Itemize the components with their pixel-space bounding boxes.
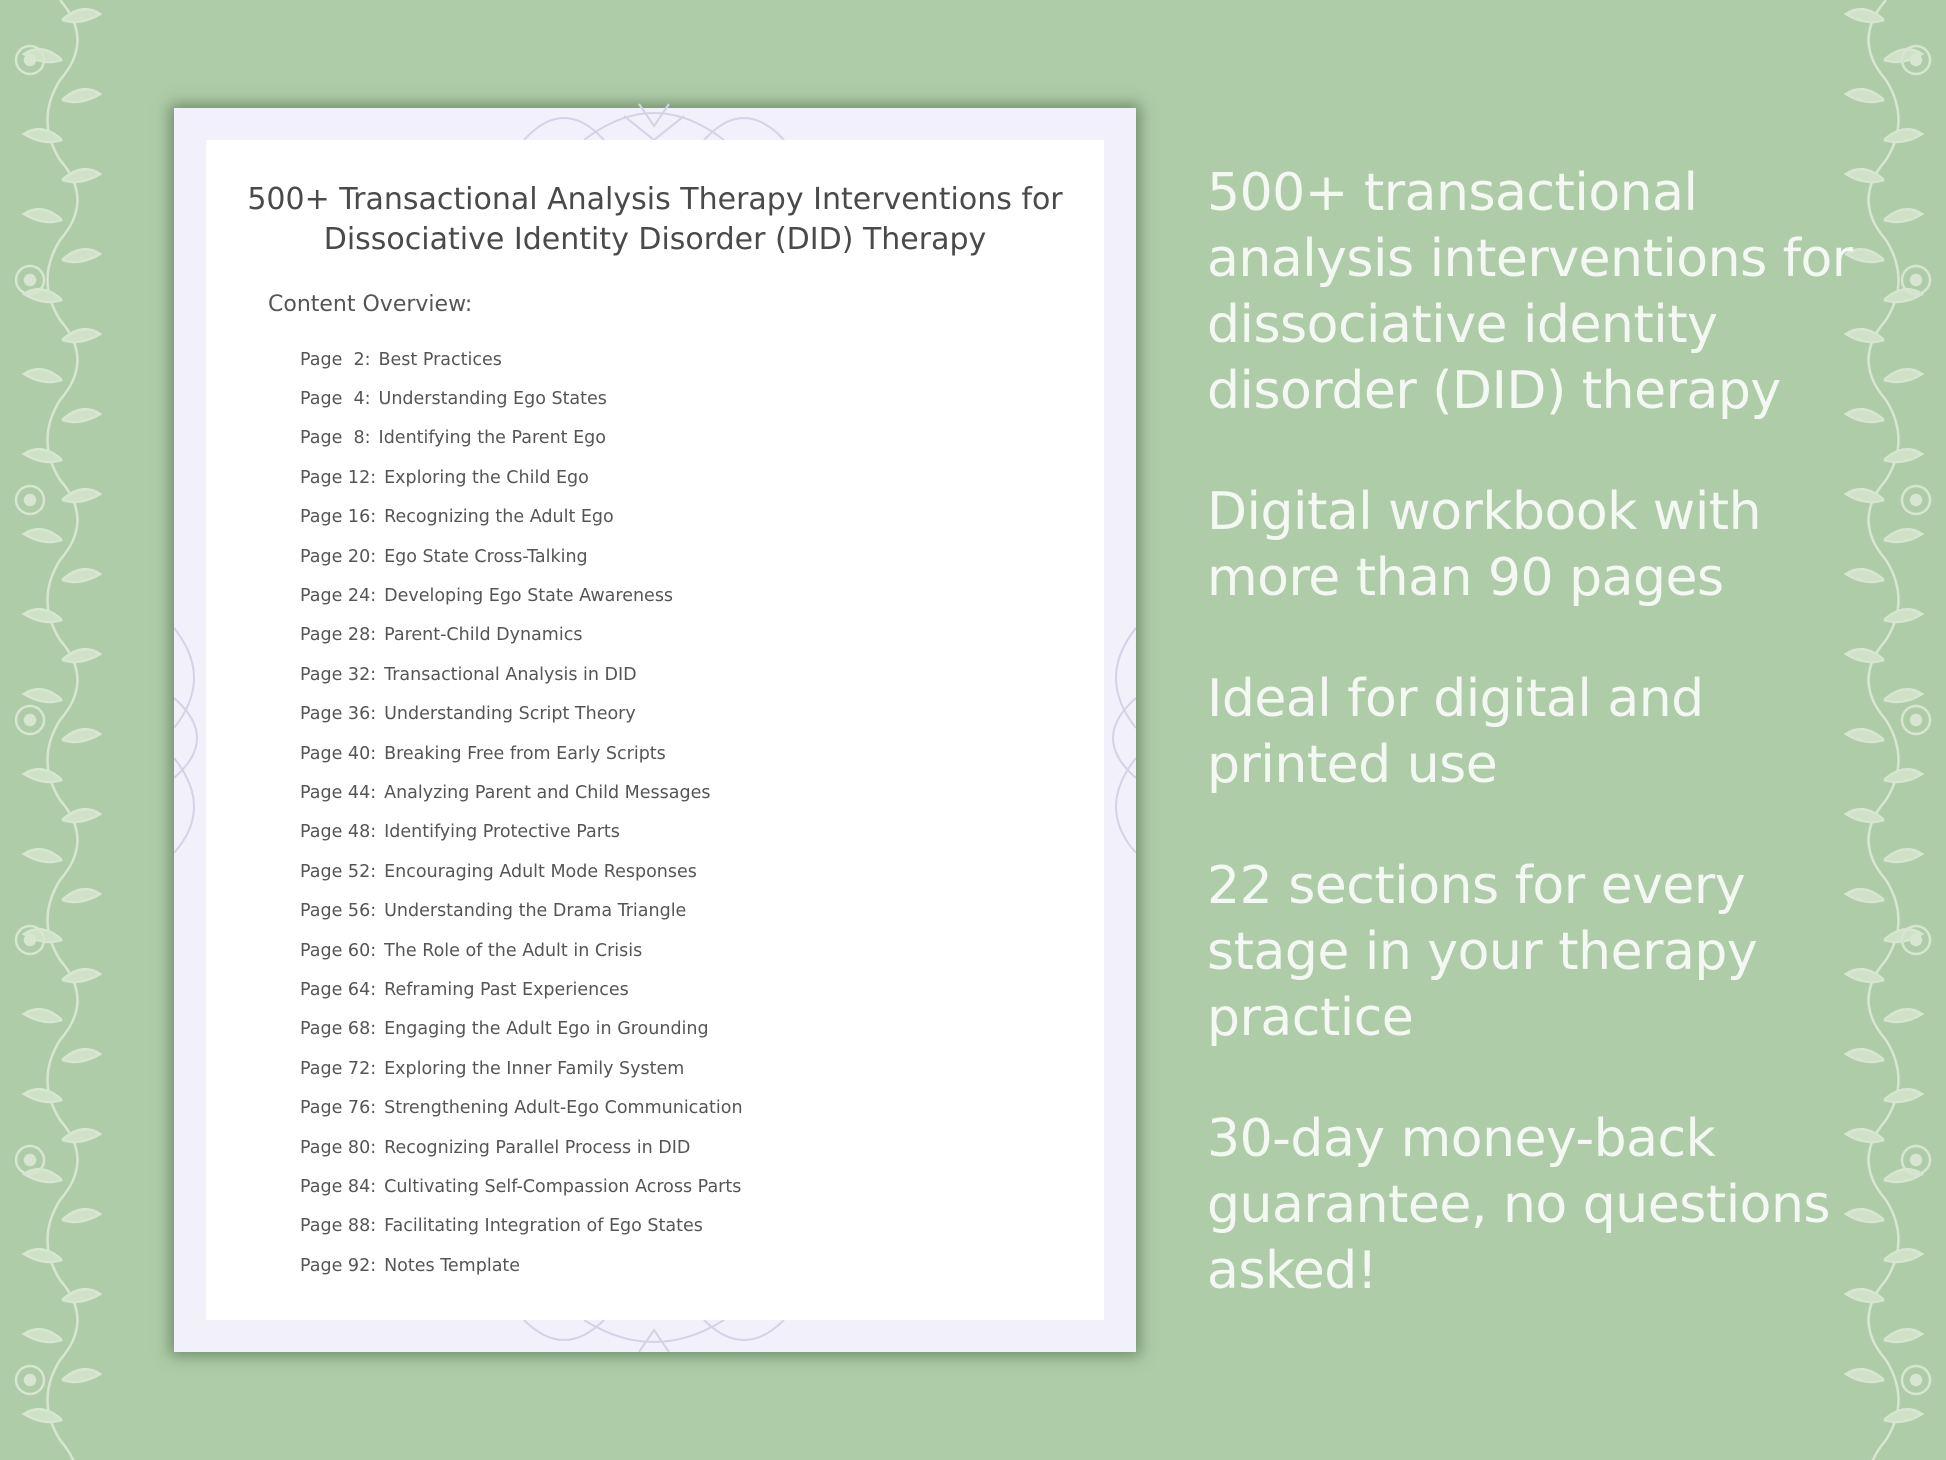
toc-page-number: Page 56: <box>300 901 377 922</box>
toc-item <box>300 1128 743 1167</box>
toc-item <box>300 379 743 418</box>
toc-page-number: Page 36: <box>300 704 377 725</box>
toc-page-number: Page 52: <box>300 861 377 882</box>
toc-page-number: Page 92: <box>300 1255 377 1276</box>
toc-page-number: Page 4: <box>300 389 371 410</box>
toc-page-number: Page 48: <box>300 822 377 843</box>
toc-section-title: Engaging the Adult Ego in Grounding <box>384 1019 709 1040</box>
toc-page-number: Page 80: <box>300 1137 377 1158</box>
toc-page-number: Page 64: <box>300 979 377 1000</box>
document-title <box>246 180 1064 260</box>
toc-item <box>300 1049 743 1088</box>
mandala-icon <box>504 96 804 140</box>
toc-item <box>300 419 743 458</box>
toc-page-number: Page 84: <box>300 1176 377 1197</box>
toc-section-title: Best Practices <box>378 349 502 370</box>
toc-section-title: Transactional Analysis in DID <box>384 664 637 685</box>
toc-page-number: Page 12: <box>300 467 377 488</box>
feature-item: 30-day money-back guarantee, no questions asked! <box>1207 1109 1831 1301</box>
toc-item <box>300 1246 743 1285</box>
toc-page-number: Page 24: <box>300 586 377 607</box>
toc-section-title: Understanding Ego States <box>378 389 607 410</box>
toc-section-title: Encouraging Adult Mode Responses <box>384 861 697 882</box>
toc-page-number: Page 44: <box>300 782 377 803</box>
toc-page-number: Page 76: <box>300 1098 377 1119</box>
toc-item <box>300 1167 743 1206</box>
toc-section-title: Cultivating Self-Compassion Across Parts <box>384 1176 742 1197</box>
table-of-contents <box>300 340 743 1285</box>
toc-item <box>300 1207 743 1246</box>
toc-section-title: Recognizing Parallel Process in DID <box>384 1137 691 1158</box>
feature-item: 500+ transactional analysis interventions for dissociative identity disorder (DID) therapy <box>1207 163 1853 421</box>
toc-section-title: Notes Template <box>384 1255 521 1276</box>
toc-section-title: Understanding Script Theory <box>384 704 636 725</box>
toc-item <box>300 813 743 852</box>
toc-item <box>300 852 743 891</box>
toc-page-number: Page 28: <box>300 625 377 646</box>
toc-page-number: Page 20: <box>300 546 377 567</box>
toc-page-number: Page 72: <box>300 1058 377 1079</box>
toc-page-number: Page 2: <box>300 349 371 370</box>
toc-item <box>300 616 743 655</box>
toc-section-title: Understanding the Drama Triangle <box>384 901 687 922</box>
toc-section-title: Exploring the Child Ego <box>384 467 589 488</box>
toc-section-title: Exploring the Inner Family System <box>384 1058 685 1079</box>
toc-item <box>300 498 743 537</box>
toc-section-title: Ego State Cross-Talking <box>384 546 588 567</box>
document-title-line: Dissociative Identity Disorder (DID) Therapy <box>323 222 987 257</box>
toc-section-title: Strengthening Adult-Ego Communication <box>384 1098 743 1119</box>
document-preview <box>174 108 1136 1352</box>
toc-item <box>300 1088 743 1127</box>
toc-section-title: Breaking Free from Early Scripts <box>384 743 666 764</box>
content-overview-label: Content Overview: <box>268 292 473 317</box>
toc-section-title: Identifying the Parent Ego <box>378 428 606 449</box>
toc-item <box>300 576 743 615</box>
mandala-icon <box>504 1320 804 1352</box>
toc-page-number: Page 60: <box>300 940 377 961</box>
mandala-icon <box>1104 608 1136 868</box>
toc-page-number: Page 68: <box>300 1019 377 1040</box>
toc-item <box>300 1010 743 1049</box>
toc-item <box>300 458 743 497</box>
feature-item: Ideal for digital and printed use <box>1207 669 1704 795</box>
toc-page-number: Page 32: <box>300 664 377 685</box>
feature-item: 22 sections for every stage in your therapy practice <box>1207 856 1758 1048</box>
toc-section-title: Recognizing the Adult Ego <box>384 507 614 528</box>
toc-item <box>300 537 743 576</box>
toc-page-number: Page 40: <box>300 743 377 764</box>
toc-item <box>300 773 743 812</box>
toc-item <box>300 655 743 694</box>
toc-page-number: Page 16: <box>300 507 377 528</box>
toc-item <box>300 340 743 379</box>
toc-item <box>300 734 743 773</box>
toc-item <box>300 891 743 930</box>
toc-section-title: Developing Ego State Awareness <box>384 586 674 607</box>
toc-section-title: The Role of the Adult in Crisis <box>384 940 643 961</box>
mandala-icon <box>174 608 206 868</box>
toc-item <box>300 695 743 734</box>
toc-item <box>300 970 743 1009</box>
feature-list <box>1207 160 1867 1359</box>
toc-section-title: Analyzing Parent and Child Messages <box>384 782 711 803</box>
leafy-vine-icon <box>0 0 150 1460</box>
toc-item <box>300 931 743 970</box>
toc-page-number: Page 8: <box>300 428 371 449</box>
document-page <box>206 140 1104 1320</box>
toc-section-title: Parent-Child Dynamics <box>384 625 583 646</box>
feature-item: Digital workbook with more than 90 pages <box>1207 482 1762 608</box>
toc-section-title: Reframing Past Experiences <box>384 979 629 1000</box>
toc-section-title: Facilitating Integration of Ego States <box>384 1216 703 1237</box>
toc-page-number: Page 88: <box>300 1216 377 1237</box>
toc-section-title: Identifying Protective Parts <box>384 822 620 843</box>
document-title-line: 500+ Transactional Analysis Therapy Interventions for <box>247 182 1063 217</box>
